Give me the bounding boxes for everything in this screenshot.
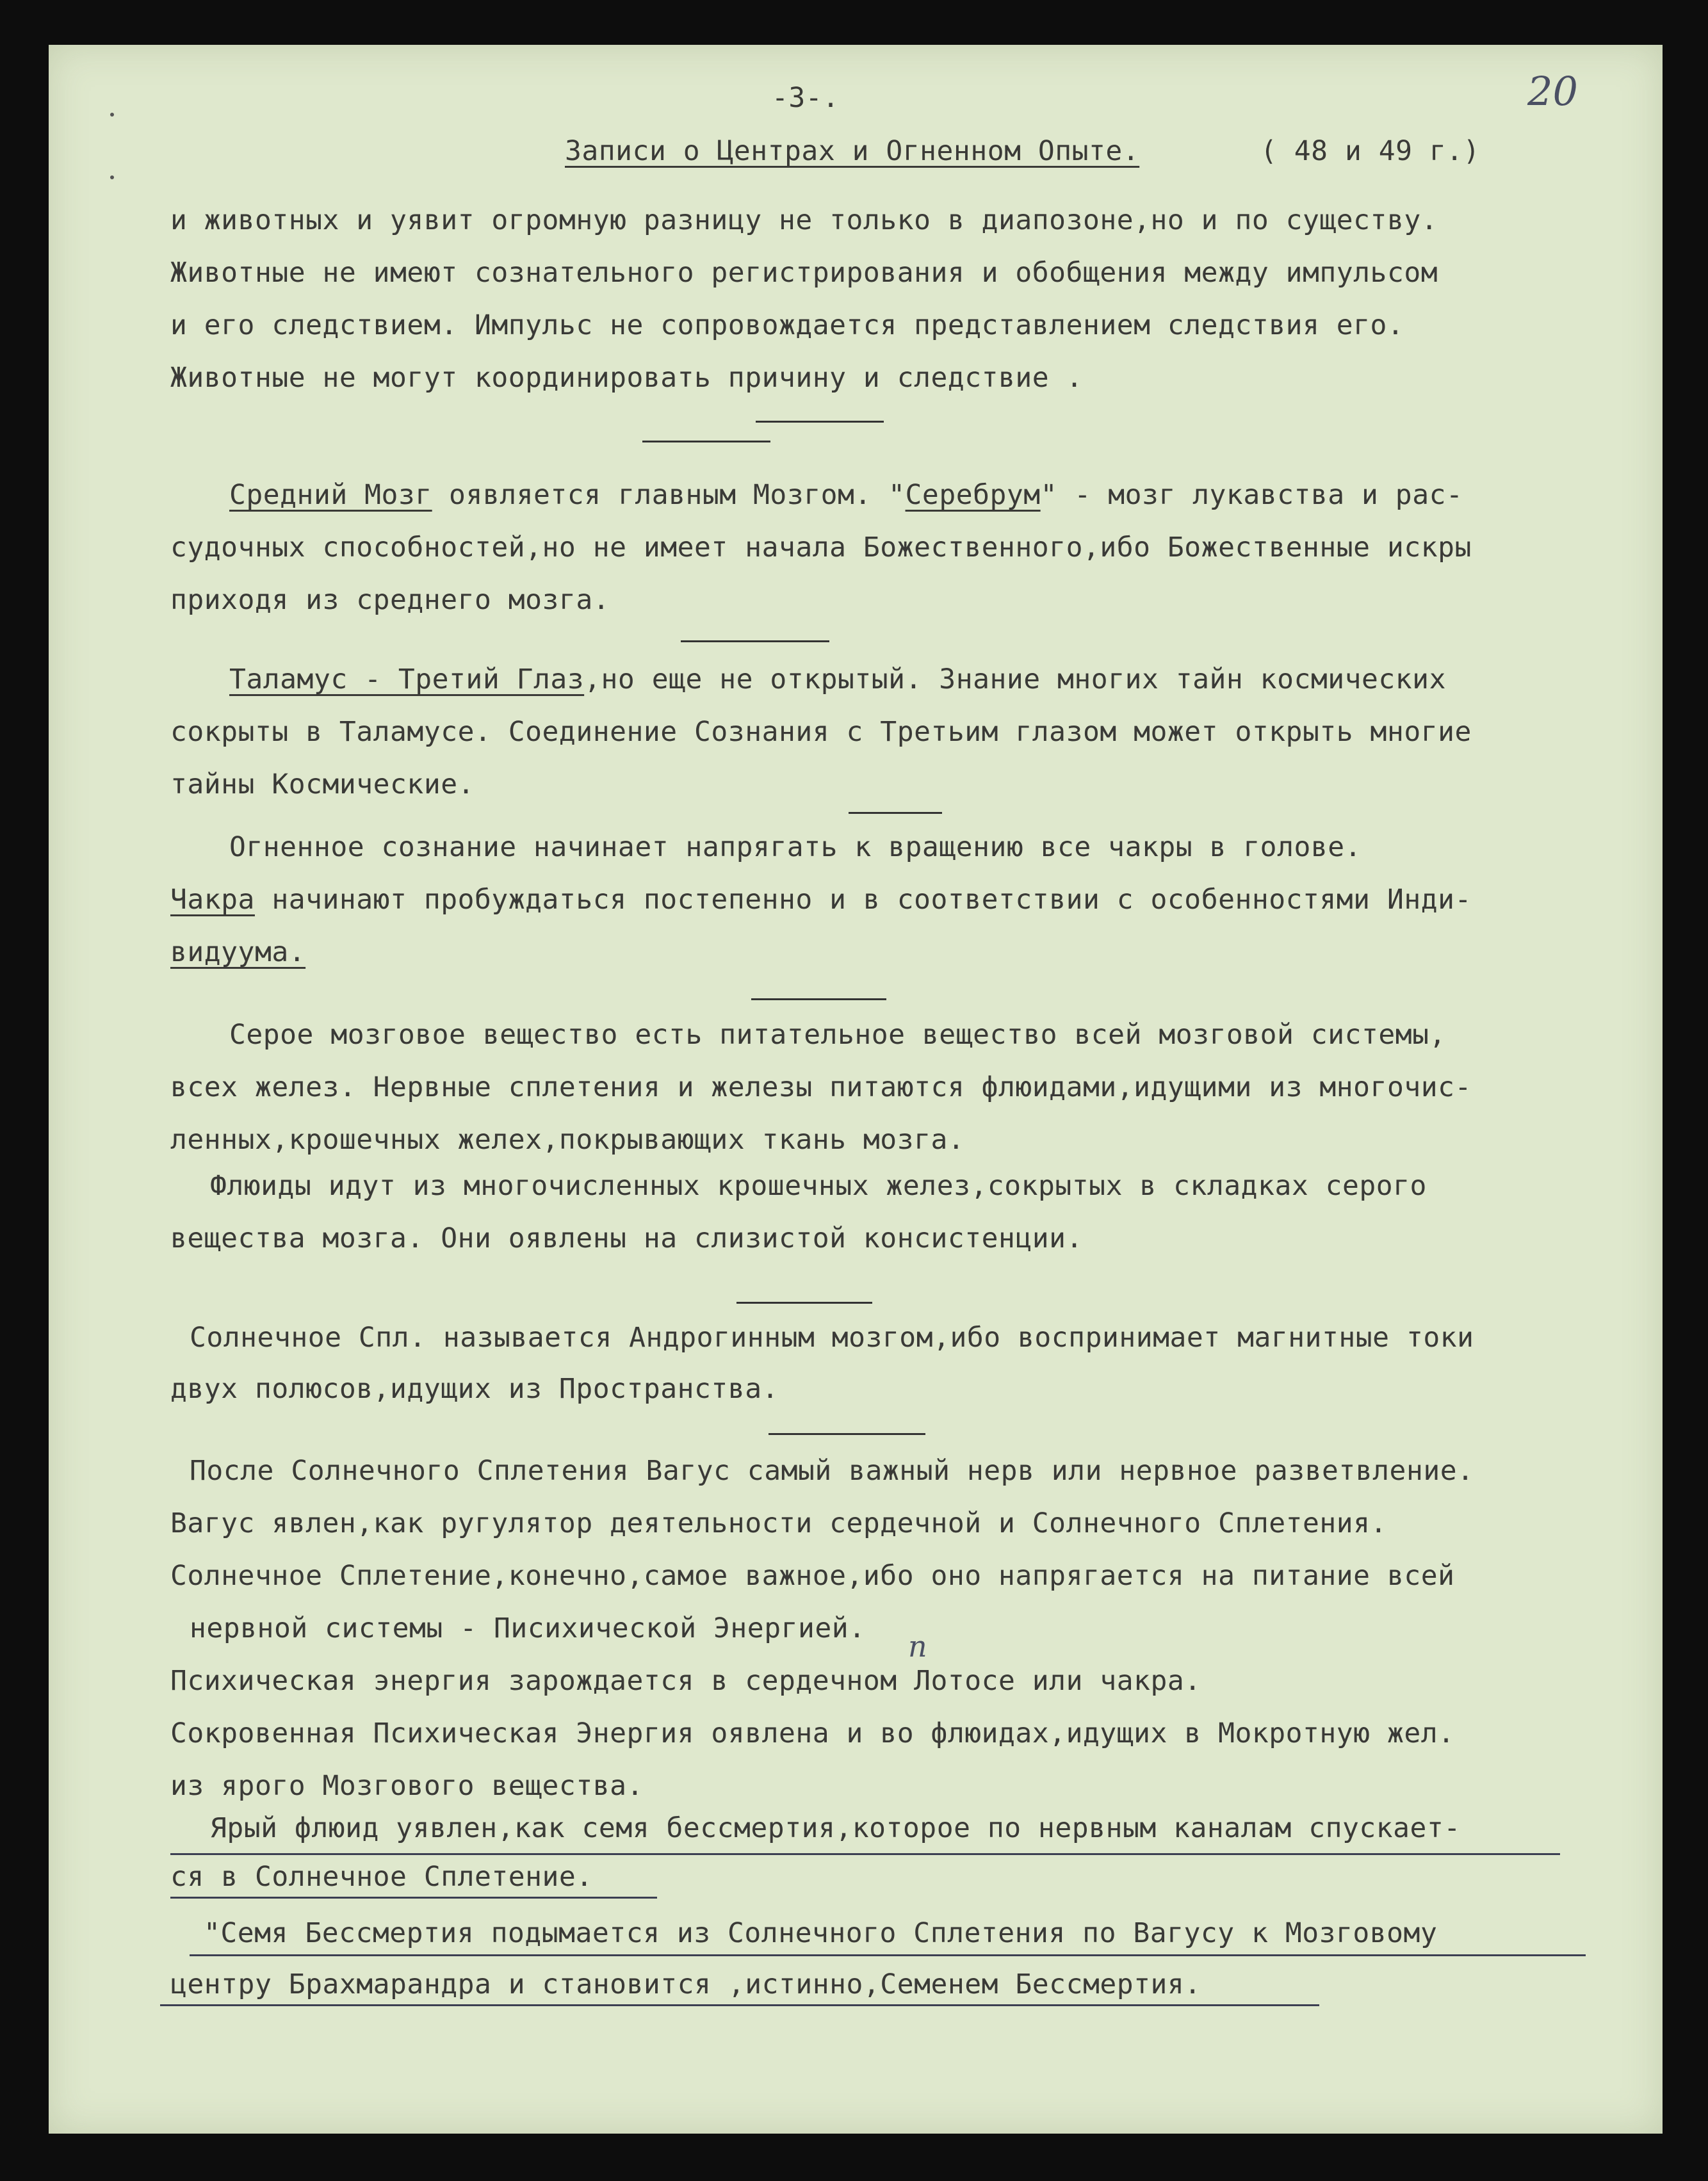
handwritten-underline [170, 1897, 657, 1899]
text-line: видуума. [170, 936, 306, 968]
text-fragment: " - мозг лукавства и рас- [1040, 479, 1463, 511]
text-line: Солнечное Сплетение,конечно,самое важное,ибо оно напрягается на питание всей [170, 1560, 1455, 1592]
handwritten-underline [170, 1853, 1560, 1855]
section-divider [756, 421, 884, 423]
document-title: Записи о Центрах и Огненном Опыте. [565, 135, 1140, 167]
text-line: судочных способностей,но не имеет начала Божественного,ибо Божественные искры [170, 531, 1472, 563]
text-line [229, 479, 1463, 511]
text-line: Животные не имеют сознательного регистрирования и обобщения между импульсом [170, 257, 1438, 289]
text-line: "Семя Бессмертия подымается из Солнечного Сплетения по Вагусу к Мозговому [204, 1917, 1438, 1949]
text-line: После Солнечного Сплетения Вагус самый важный нерв или нервное разветвление. [190, 1455, 1474, 1487]
binding-mark [110, 175, 114, 179]
text-line: и животных и уявит огромную разницу не только в диапозоне,но и по существу. [170, 204, 1438, 236]
term-middle-brain: Средний Мозг [229, 479, 432, 511]
text-line: центру Брахмарандра и становится ,истинно,Семенем Бессмертия. [170, 1968, 1201, 2000]
text-line: нервной системы - Писихической Энергией. [190, 1612, 866, 1644]
section-divider [736, 1302, 872, 1304]
handwritten-underline [190, 1954, 1586, 1956]
text-line: двух полюсов,идущих из Пространства. [170, 1373, 779, 1405]
text-line: Флюиды идут из многочисленных крошечных желез,сокрытых в складках серого [210, 1170, 1427, 1202]
document-years: ( 48 и 49 г.) [1260, 135, 1481, 167]
text-line: и его следствием. Импульс не сопровождается представлением следствия его. [170, 309, 1404, 341]
text-line: Сокровенная Психическая Энергия оявлена и во флюидах,идущих в Мокротную жел. [170, 1717, 1455, 1749]
text-line: Солнечное Спл. называется Андрогинным мозгом,ибо воспринимает магнитные токи [190, 1322, 1474, 1354]
text-line: Огненное сознание начинает напрягать к вращению все чакры в голове. [229, 831, 1362, 863]
text-line [229, 663, 1446, 695]
text-fragment: ,но еще не открытый. Знание многих тайн космических [584, 663, 1446, 695]
binding-mark [110, 113, 114, 117]
text-fragment: начинают пробуждаться постепенно и в соответствии с особенностями Инди- [254, 884, 1472, 916]
section-divider [769, 1433, 925, 1435]
text-line: Серое мозговое вещество есть питательное вещество всей мозговой системы, [229, 1019, 1446, 1051]
text-line: ся в Солнечное Сплетение. [170, 1861, 593, 1893]
text-fragment: оявляется главным Мозгом. " [432, 479, 906, 511]
term-cerebrum: Серебрум [905, 479, 1041, 511]
text-line: Психическая энергия зарождается в сердечном Лотосе или чакра. [170, 1665, 1201, 1697]
section-divider [681, 640, 829, 642]
text-line: Животные не могут координировать причину и следствие . [170, 362, 1083, 394]
term-thalamus: Таламус - Третий Глаз [229, 663, 585, 695]
handwritten-folio-number: 20 [1527, 68, 1578, 115]
section-divider [751, 998, 886, 1000]
text-line: из ярого Мозгового вещества. [170, 1770, 644, 1802]
term-chakra: Чакра [170, 884, 255, 916]
text-line: ленных,крошечных желех,покрывающих ткань мозга. [170, 1124, 965, 1156]
section-divider [642, 441, 770, 442]
text-line: сокрыты в Таламусе. Соединение Сознания с Третьим глазом может открыть многие [170, 716, 1472, 748]
page-number: -3-. [772, 82, 840, 114]
handwritten-underline [160, 2004, 1319, 2006]
text-line: тайны Космические. [170, 768, 475, 800]
text-line: Вагус явлен,как ругулятор деятельности сердечной и Солнечного Сплетения. [170, 1507, 1387, 1539]
handwritten-correction: п [908, 1629, 927, 1664]
text-line: вещества мозга. Они оявлены на слизистой консистенции. [170, 1222, 1083, 1254]
text-line [170, 886, 1472, 914]
section-divider [849, 812, 942, 814]
text-line: Ярый флюид уявлен,как семя бессмертия,которое по нервным каналам спускает- [210, 1812, 1461, 1844]
text-line: всех желез. Нервные сплетения и железы питаются флюидами,идущими из многочис- [170, 1071, 1472, 1103]
text-line: приходя из среднего мозга. [170, 584, 610, 616]
